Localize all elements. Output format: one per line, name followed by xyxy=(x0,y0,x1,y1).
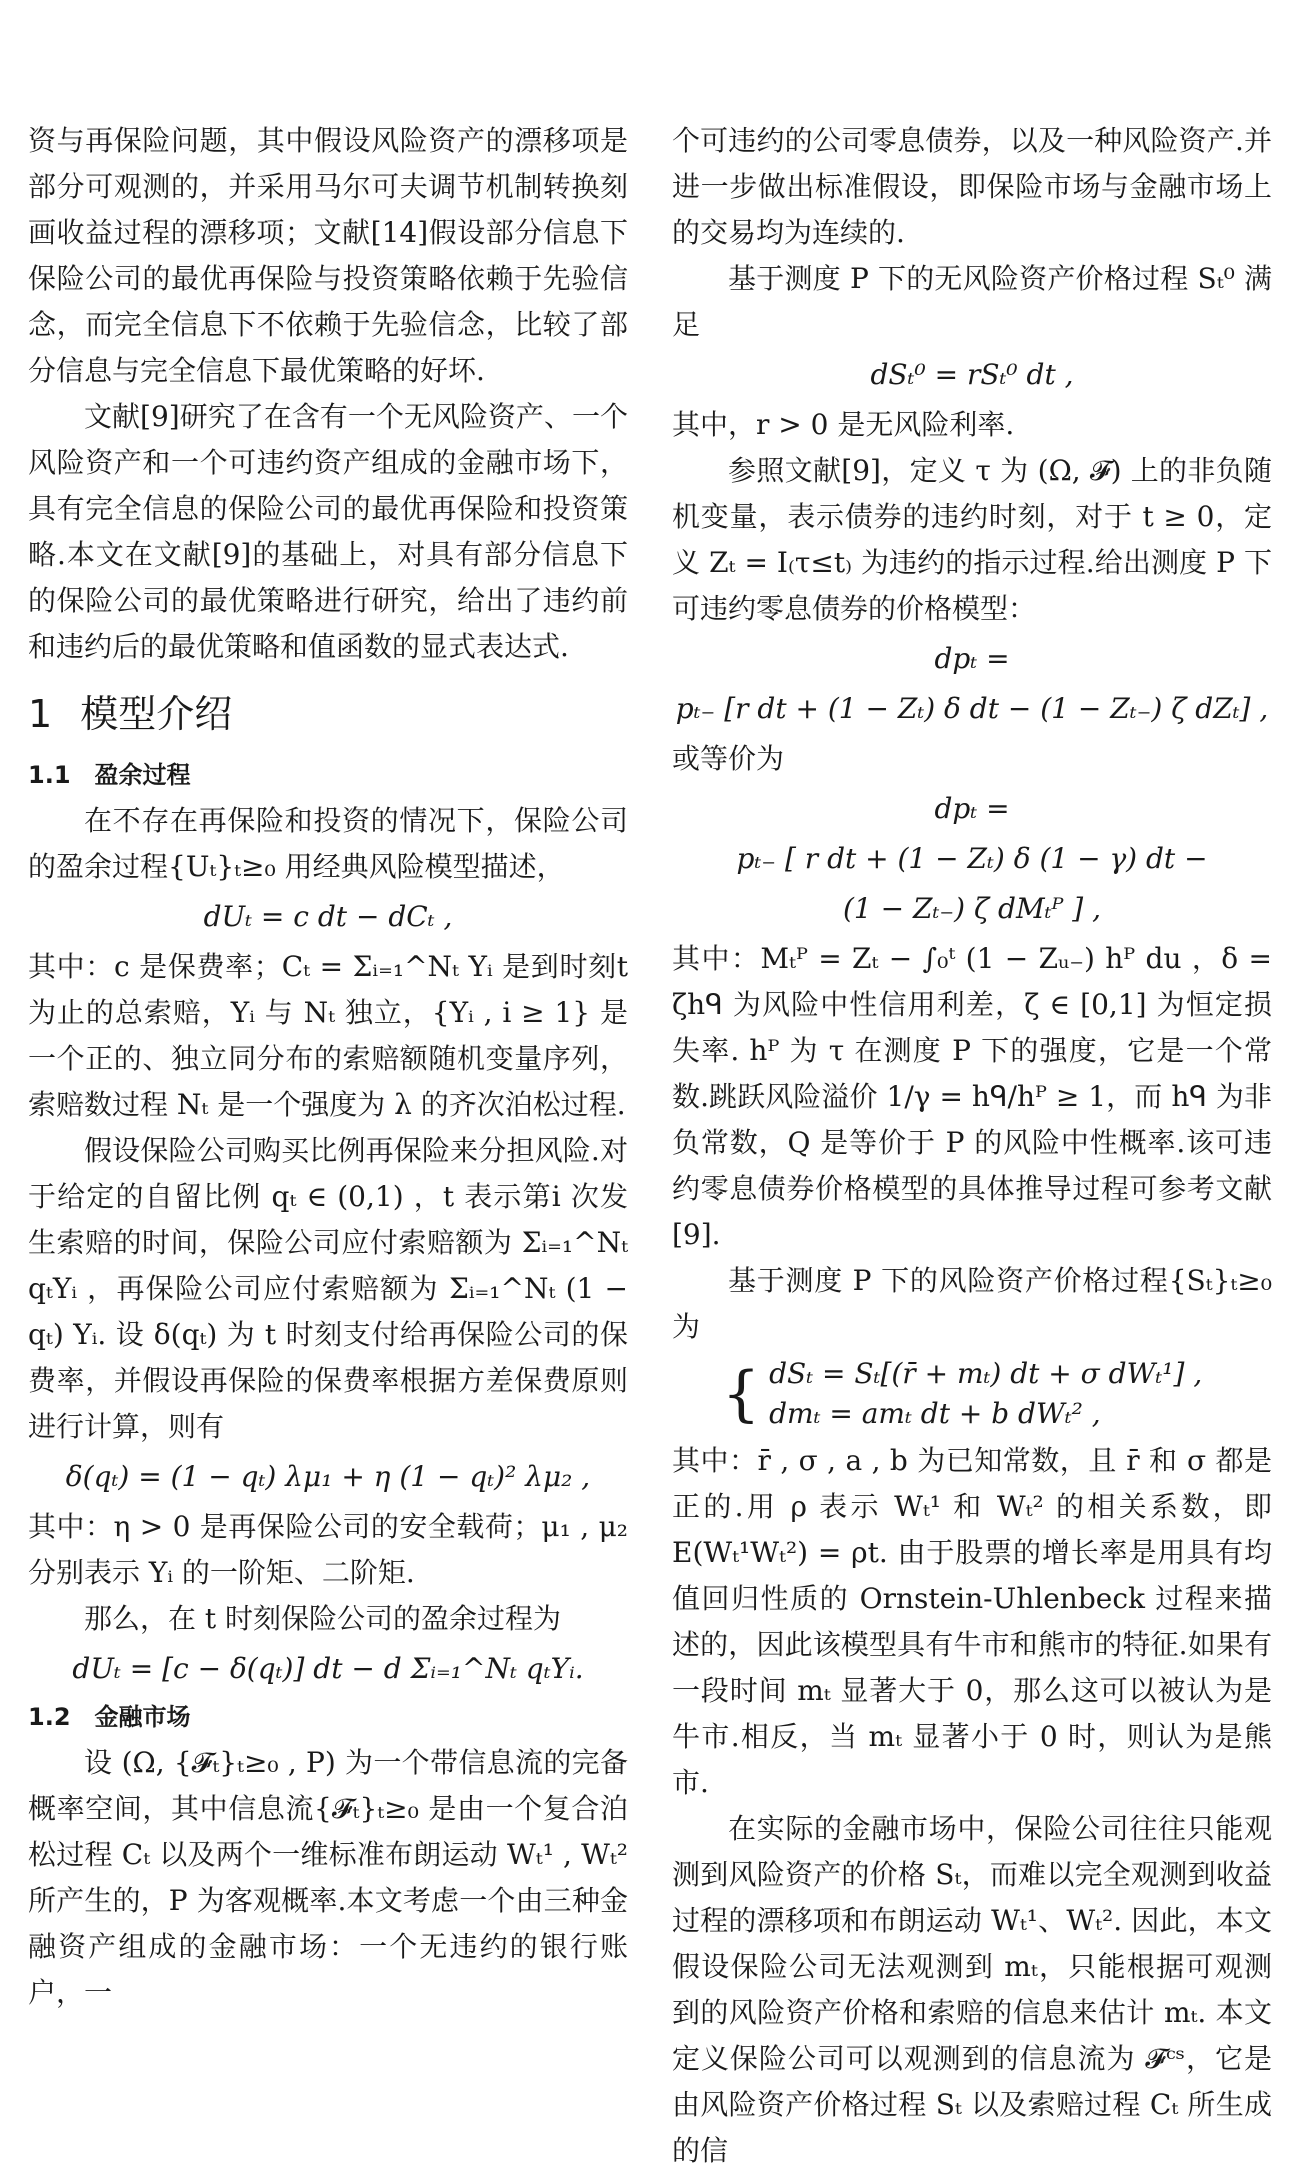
paragraph: 其中：η > 0 是再保险公司的安全载荷；μ₁ , μ₂ 分别表示 Yᵢ 的一阶矩、二阶矩. xyxy=(28,1510,628,1589)
equation-line: dSₜ = Sₜ[(r̄ + mₜ) dt + σ dWₜ¹] , xyxy=(769,1357,1203,1390)
equation-line: dpₜ = xyxy=(934,792,1010,825)
paragraph: 假设保险公司购买比例再保险来分担风险.对于给定的自留比例 qₜ ∈ (0,1) ，t 表示第i 次发生索赔的时间，保险公司应付索赔额为 Σᵢ₌₁^Nₜ qₜYᵢ ，再保险公司应付索赔额为 Σᵢ₌₁^Nₜ (1 − qₜ) Yᵢ. 设 δ(qₜ) 为 t 时刻支付给再保险公司的保费率，并假设再保险的保费率根据方差保费原则进行计算，则有 xyxy=(28,1134,628,1443)
paragraph: 那么，在 t 时刻保险公司的盈余过程为 xyxy=(84,1602,562,1635)
paragraph: 个可违约的公司零息债券，以及一种风险资产.并进一步做出标准假设，即保险市场与金融市场上的交易均为连续的. xyxy=(672,124,1272,249)
equation-line: dpₜ = xyxy=(934,642,1010,675)
subsection-heading xyxy=(28,1696,628,1738)
equation-line: pₜ₋ [r dt + (1 − Zₜ) δ dt − (1 − Zₜ₋) ζ dZₜ] , xyxy=(675,692,1269,725)
subsection-title: 金融市场 xyxy=(94,1703,191,1731)
subsection-title: 盈余过程 xyxy=(94,761,191,789)
paragraph: 在实际的金融市场中，保险公司往往只能观测到风险资产的价格 Sₜ，而难以完全观测到收益过程的漂移项和布朗运动 Wₜ¹、Wₜ². 因此，本文假设保险公司无法观测到 mₜ，只能根据可观测到的风险资产价格和索赔的信息来估计 mₜ. 本文定义保险公司可以观测到的信息流为 𝓕ᶜˢ，它是由风险资产价格过程 Sₜ 以及索赔过程 Cₜ 所生成的信 xyxy=(672,1812,1272,2167)
paragraph: 在不存在再保险和投资的情况下，保险公司的盈余过程{Uₜ}ₜ≥₀ 用经典风险模型描述， xyxy=(28,804,628,883)
equation: dSₜ⁰ = rSₜ⁰ dt , xyxy=(870,358,1074,391)
paragraph: 设 (Ω, {𝓕ₜ}ₜ≥₀ , P) 为一个带信息流的完备概率空间，其中信息流{𝓕ₜ}ₜ≥₀ 是由一个复合泊松过程 Cₜ 以及两个一维标准布朗运动 Wₜ¹ , Wₜ² 所产生的，P 为客观概率.本文考虑一个由三种金融资产组成的金融市场：一个无违约的银行账户，一 xyxy=(28,1746,628,2009)
paragraph: 其中：r̄ , σ , a , b 为已知常数，且 r̄ 和 σ 都是正的.用 ρ 表示 Wₜ¹ 和 Wₜ² 的相关系数，即 E(Wₜ¹Wₜ²) = ρt. 由于股票的增长率是用具有均值回归性质的 Ornstein-Uhlenbeck 过程来描述的，因此该模型具有牛市和熊市的特征.如果有一段时间 mₜ 显著大于 0，那么这可以被认为是牛市.相反，当 mₜ 显著小于 0 时，则认为是熊市. xyxy=(672,1444,1272,1799)
equation: δ(qₜ) = (1 − qₜ) λμ₁ + η (1 − qₜ)² λμ₂ , xyxy=(65,1460,591,1493)
left-brace: { xyxy=(722,1359,761,1429)
equation: dUₜ = [c − δ(qₜ)] dt − d Σᵢ₌₁^Nₜ qₜYᵢ. xyxy=(72,1652,584,1685)
system-lines xyxy=(769,1354,1202,1434)
equation-system xyxy=(672,1354,1272,1434)
right-column xyxy=(672,118,1272,2174)
paragraph: 其中：Mₜᴾ = Zₜ − ∫₀ᵗ (1 − Zᵤ₋) hᴾ du ，δ = ζhᑫ 为风险中性信用利差，ζ ∈ [0,1] 为恒定损失率. hᴾ 为 τ 在测度 P 下的强度，它是一个常数.跳跃风险溢价 1/γ = hᑫ/hᴾ ≥ 1，而 hᑫ 为非负常数，Q 是等价于 P 的风险中性概率.该可违约零息债券价格模型的具体推导过程可参考文献[9]. xyxy=(672,942,1272,1251)
paragraph: 资与再保险问题，其中假设风险资产的漂移项是部分可观测的，并采用马尔可夫调节机制转换刻画收益过程的漂移项；文献[14]假设部分信息下保险公司的最优再保险与投资策略依赖于先验信念，而完全信息下不依赖于先验信念，比较了部分信息与完全信息下最优策略的好坏. xyxy=(28,124,628,387)
paragraph: 其中：c 是保费率；Cₜ = Σᵢ₌₁^Nₜ Yᵢ 是到时刻t 为止的总索赔，Yᵢ 与 Nₜ 独立，{Yᵢ , i ≥ 1} 是一个正的、独立同分布的索赔额随机变量序列，索赔数过程 Nₜ 是一个强度为 λ 的齐次泊松过程. xyxy=(28,950,628,1121)
paragraph: 或等价为 xyxy=(672,742,785,775)
equation-line: (1 − Zₜ₋) ζ dMₜᴾ ] , xyxy=(842,892,1102,925)
subsection-number: 1.1 xyxy=(28,761,71,789)
section-heading xyxy=(28,684,628,744)
equation-line: dmₜ = amₜ dt + b dWₜ² , xyxy=(769,1397,1101,1430)
paragraph: 文献[9]研究了在含有一个无风险资产、一个风险资产和一个可违约资产组成的金融市场下，具有完全信息的保险公司的最优再保险和投资策略.本文在文献[9]的基础上，对具有部分信息下的保险公司的最优策略进行研究，给出了违约前和违约后的最优策略和值函数的显式表达式. xyxy=(28,400,628,663)
section-title: 模型介绍 xyxy=(80,692,233,736)
section-number: 1 xyxy=(28,692,53,736)
subsection-heading xyxy=(28,754,628,796)
subsection-number: 1.2 xyxy=(28,1703,71,1731)
paragraph: 参照文献[9]，定义 τ 为 (Ω, 𝓕) 上的非负随机变量，表示债券的违约时刻，对于 t ≥ 0，定义 Zₜ = I₍τ≤t₎ 为违约的指示过程.给出测度 P 下可违约零息债券的价格模型： xyxy=(672,454,1272,625)
left-column xyxy=(28,118,628,2016)
paragraph: 其中，r > 0 是无风险利率. xyxy=(672,408,1015,441)
equation-line: pₜ₋ [ r dt + (1 − Zₜ) δ (1 − γ) dt − xyxy=(736,842,1208,875)
equation: dUₜ = c dt − dCₜ , xyxy=(203,900,453,933)
paragraph: 基于测度 P 下的无风险资产价格过程 Sₜ⁰ 满足 xyxy=(672,262,1272,341)
paragraph: 基于测度 P 下的风险资产价格过程{Sₜ}ₜ≥₀ 为 xyxy=(672,1264,1272,1343)
